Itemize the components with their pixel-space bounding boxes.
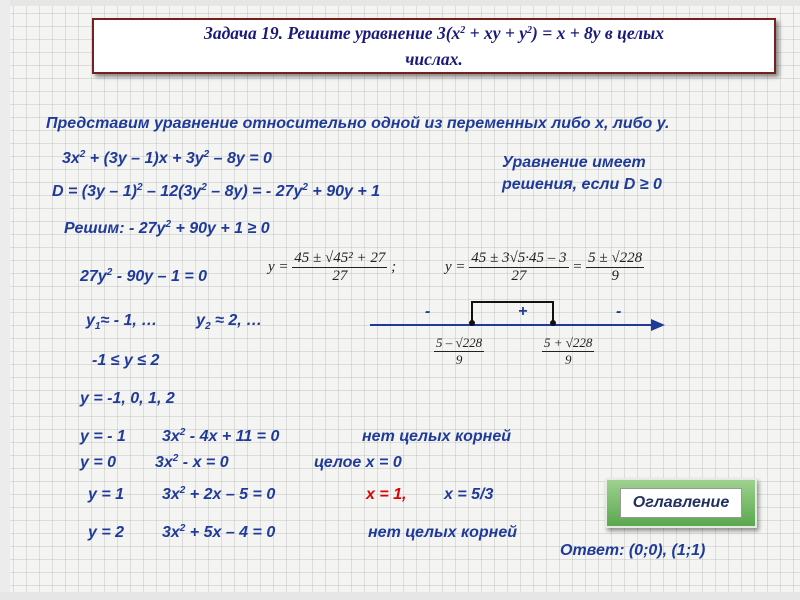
ce-a: 3x — [162, 486, 180, 503]
sign-middle: + — [518, 303, 528, 320]
y2-sub: 2 — [205, 321, 211, 332]
s-part: Решим: - 27y — [64, 220, 166, 237]
problem-title — [92, 18, 776, 74]
note-line2: решения, если D ≥ 0 — [502, 176, 662, 193]
d-part: – 12(3y — [142, 183, 202, 200]
y1-val: ≈ - 1, … — [100, 312, 158, 329]
case-y: y = 1 — [88, 486, 125, 503]
quadratic-equation — [62, 150, 272, 168]
q-sup: 2 — [203, 149, 210, 160]
ce-a: 3x — [155, 454, 173, 471]
lr-fraction — [434, 335, 484, 368]
y2: y — [196, 312, 206, 329]
case-y: y = 0 — [80, 454, 117, 471]
f2-fraction — [469, 250, 568, 285]
e-part: 27y — [80, 268, 107, 285]
d-sup: 2 — [136, 182, 143, 193]
y-range: -1 ≤ y ≤ 2 — [92, 352, 160, 369]
f2-eq: = — [572, 258, 583, 275]
q-part: + (3y – 1)x + 3y — [85, 150, 204, 167]
title-part: Задача 19. Решите уравнение 3(x — [203, 23, 461, 43]
ce-b: - x = 0 — [178, 454, 229, 471]
f1-tail: ; — [391, 258, 397, 275]
title-sup: 2 — [460, 25, 466, 36]
y2-val: ≈ 2, … — [210, 312, 263, 329]
y1-sub: 1 — [94, 321, 101, 332]
s-part: + 90y + 1 ≥ 0 — [171, 220, 270, 237]
d-part: + 90y + 1 — [307, 183, 381, 200]
case-equation — [162, 486, 275, 504]
rr-den: 9 — [564, 352, 572, 367]
ce-sup: 2 — [172, 453, 179, 464]
d-part: – 8y) = - 27y — [206, 183, 303, 200]
solve-inequality — [64, 220, 270, 238]
lr-num: 5 – √228 — [436, 335, 483, 350]
case-result: нет целых корней — [368, 524, 518, 541]
e-part: - 90y – 1 = 0 — [112, 268, 207, 285]
d-part: D = (3y – 1) — [52, 183, 137, 200]
number-line — [360, 290, 670, 340]
case-equation — [155, 454, 229, 472]
case-y: y = 2 — [88, 524, 125, 541]
discriminant — [52, 183, 380, 201]
frame-left — [0, 0, 10, 600]
ce-b: + 2x – 5 = 0 — [185, 486, 276, 503]
frame-bottom — [0, 592, 800, 600]
s-sup: 2 — [165, 219, 171, 230]
q-part: – 8y = 0 — [209, 150, 272, 167]
roots-formula-2 — [445, 250, 644, 285]
right-root-label — [542, 335, 594, 368]
title-part: ) = x + 8y в целых — [532, 23, 665, 43]
f1-den: 27 — [332, 268, 348, 284]
interval-bracket — [472, 302, 553, 321]
f1-num: 45 ± √45² + 27 — [294, 250, 386, 266]
f2-fraction-simplified — [586, 250, 644, 285]
f1-lhs: y = — [268, 258, 289, 275]
left-root-label — [434, 335, 484, 368]
ce-sup: 2 — [179, 523, 186, 534]
f2-den: 27 — [511, 268, 527, 284]
case-y: y = - 1 — [80, 428, 126, 445]
f2-lhs: y = — [445, 258, 466, 275]
d-sup: 2 — [201, 182, 207, 193]
title-part: + xy + y — [465, 23, 528, 43]
quadratic-27 — [80, 268, 207, 286]
title-line2: числах. — [405, 49, 463, 69]
f2-den2: 9 — [611, 268, 619, 284]
axis-arrow — [651, 319, 665, 331]
y1: y — [86, 312, 95, 329]
answer: Ответ: (0;0), (1;1) — [560, 542, 706, 559]
left-point — [469, 320, 475, 326]
lr-den: 9 — [455, 352, 463, 367]
case-result-integer: x = 1, — [366, 486, 407, 503]
f2-num2: 5 ± √228 — [588, 250, 643, 266]
toc-label: Оглавление — [620, 488, 742, 518]
note-line1: Уравнение имеет — [502, 154, 646, 171]
q-part: 3x — [62, 150, 80, 167]
q-sup: 2 — [79, 149, 86, 160]
approx-roots — [86, 312, 262, 330]
sign-left: - — [425, 303, 431, 320]
rr-num: 5 + √228 — [544, 335, 593, 350]
case-result: x = 5/3 — [444, 486, 494, 503]
ce-sup: 2 — [179, 485, 186, 496]
intro-text: Представим уравнение относительно одной из переменных либо x, либо y. — [46, 115, 670, 132]
case-result: целое x = 0 — [314, 454, 402, 471]
title-sup: 2 — [527, 25, 533, 36]
ce-sup: 2 — [179, 427, 186, 438]
ce-b: + 5x – 4 = 0 — [185, 524, 276, 541]
d-sup: 2 — [302, 182, 308, 193]
e-sup: 2 — [106, 267, 113, 278]
sign-right: - — [616, 303, 622, 320]
y-values: y = -1, 0, 1, 2 — [80, 390, 175, 407]
frame-top — [0, 0, 800, 6]
right-point — [550, 320, 556, 326]
ce-a: 3x — [162, 524, 180, 541]
ce-b: - 4x + 11 = 0 — [185, 428, 280, 445]
f1-fraction — [292, 250, 387, 285]
rr-fraction — [542, 335, 594, 368]
case-equation — [162, 428, 279, 446]
case-result: нет целых корней — [362, 428, 512, 445]
case-equation — [162, 524, 275, 542]
f2-num: 45 ± 3√5·45 – 3 — [471, 250, 567, 266]
ce-a: 3x — [162, 428, 180, 445]
condition-note — [502, 152, 662, 196]
roots-formula-1 — [268, 250, 396, 285]
table-of-contents-button[interactable] — [605, 478, 757, 528]
